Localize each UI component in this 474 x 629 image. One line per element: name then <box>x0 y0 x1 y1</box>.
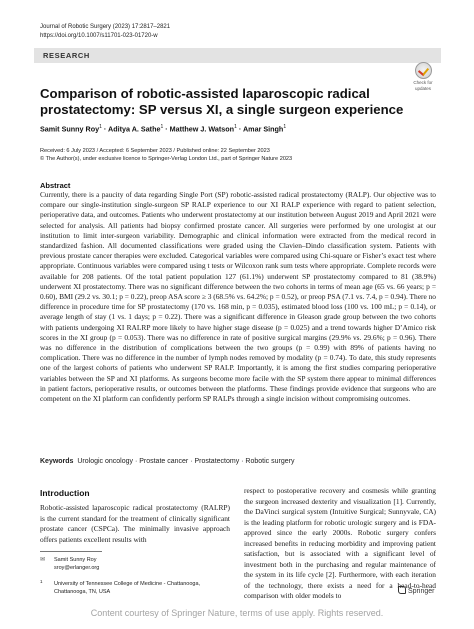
badge-text-1: Check for <box>413 80 433 85</box>
footer-notice: Content courtesy of Springer Nature, terms of use apply. Rights reserved. <box>90 608 384 618</box>
springer-logo <box>398 586 434 595</box>
author-list <box>40 124 450 133</box>
footnote-divider <box>40 551 102 552</box>
author-name[interactable]: Amar Singh <box>242 124 284 134</box>
abstract-heading: Abstract <box>40 181 71 190</box>
author-affiliation-mark: 1 <box>234 124 237 130</box>
section-banner <box>34 48 441 63</box>
introduction-heading: Introduction <box>40 488 90 498</box>
author-separator: · <box>101 124 109 134</box>
abstract-text: Currently, there is a paucity of data regarding Single Port (SP) robotic-assisted radical prostatectomy (RALP). Our objective was to compare our single-institution single-surgeon SP RALP experience to our XI RALP experience with regard to patient selection, perioperative data, and outcomes. Patients who underwent prostatectomy at our institution between August 2019 and April 2021 were selected for analysis. All patients had biopsy confirmed prostate cancer. All surgeries were performed by one urologist at our institution to limit inter-surgeon variability. Demographic and clinical information were extracted from the medical record in standardized fashion. All documented classifications were graded using the Clavien–Dindo classification system. Patients with previous prostate cancer therapies were excluded. Categorical variables were compared using Chi-square or Fisher’s exact test where appropriate. Continuous variables were compared using t tests or Wilcoxon rank sum tests where appropriate. Complete records were available for 208 patients. Of the total patient population 127 (61.1%) underwent SP prostatectomy compared to 81 (38.9%) underwent XI prostatectomy. There was no significant difference between the two cohorts in terms of mean age (65 vs. 66 years; p = 0.60), BMI (29.2 vs. 30.1; p = 0.22), preop ASA score ≥ 3 (68.5% vs. 64.2%; p = 0.52), or preop PSA (7.1 vs. 7.4, p = 0.94). There no difference in procedure time for SP prostatectomy (170 vs. 168 min, p = 0.035), estimated blood loss (100 vs. 100 mL; p = 0.14), or average length of stay (1 vs. 1 days; p = 0.22). There was a significant difference in Gleason grade group between the two cohorts with patients undergoing XI RALRP more likely to have higher stage disease (p = 0.025) and a trend towards higher D’Amico risk scores in the XI group (p = 0.053). There was no difference in rate of positive surgical margins (29.9% vs. 29.6%; p = 0.96). There was no difference in the distribution of complications between the two groups (p = 0.99) with 89% of patients having no complication. There was no difference in the number of lymph nodes removed by modality (p = 0.74). To date, this study represents one of the largest cohorts of patients who underwent SP RALP. Importantly, it is among the first studies comparing perioperative variables between the SP and XI platforms. As surgeons become more facile with the SP system there appear to minimal differences in patient factors, perioperative results, or outcomes between the platforms. These findings provide evidence that surgeons who are competent on the XI platform can confidently perform SP RALPs through a single incision without compromising outcomes. <box>40 190 436 404</box>
author-affiliation-mark: 1 <box>99 124 102 130</box>
author-affiliation-mark: 1 <box>283 124 287 130</box>
section-label: RESEARCH <box>43 51 90 60</box>
publication-dates: Received: 6 July 2023 / Accepted: 6 September 2023 / Published online: 22 September 2023 <box>40 148 270 154</box>
corresponding-author-email[interactable]: sroy@erlanger.org <box>54 565 100 571</box>
springer-horse-icon <box>398 586 406 594</box>
keywords-list: Urologic oncology · Prostate cancer · Prostatectomy · Robotic surgery <box>77 458 295 465</box>
article-title: Comparison of robotic-assisted laparoscopic radical prostatectomy: SP versus XI, a single surgeon experience <box>40 86 404 117</box>
author-affiliation-mark: 1 <box>160 124 164 130</box>
copyright-notice: © The Author(s), under exclusive licence to Springer-Verlag London Ltd., part of Springer Nature 2023 <box>40 156 293 162</box>
affiliation-text: University of Tennessee College of Medicine - Chattanooga, Chattanooga, TN, USA <box>54 581 201 595</box>
doi-link[interactable]: https://doi.org/10.1007/s11701-023-01720-w <box>40 33 158 39</box>
author-name[interactable]: Aditya A. Sathe <box>108 124 161 134</box>
keywords-line <box>40 458 440 465</box>
badge-text-2: updates <box>414 86 431 91</box>
author-separator: · <box>236 124 243 134</box>
corresponding-author-name: Samit Sunny Roy <box>54 557 97 563</box>
introduction-text-left: Robotic-assisted laparoscopic radical prostatectomy (RALRP) is the current standard for the treatment of clinically significant prostate cancer (CSPCa). The minimally invasive approach offers patients excellent results with <box>40 503 230 544</box>
author-name[interactable]: Samit Sunny Roy <box>40 124 100 134</box>
author-name[interactable]: Matthew J. Watson <box>169 124 235 134</box>
introduction-text-right: respect to postoperative recovery and cosmesis while granting the surgeon increased dexterity and visualization [1]. Currently, the DaVinci surgical system (Intuitive Surgical; Sunnyvale, CA) is the leading platform for robotic urologic surgery and is FDA-approved since the early 2000s. Robotic surgery confers increased benefits in reducing morbidity and improving patient satisfaction, but is associated with a significant level of investment both in the purchasing and regular maintenance of the system in its life cycle [2]. Furthermore, with each iteration of the technology, there exists a need for a head-to-head comparison with older models to <box>244 486 436 600</box>
check-for-updates-icon <box>415 62 432 79</box>
journal-citation: Journal of Robotic Surgery (2023) 17:2817–2821 <box>40 24 171 30</box>
keywords-label: Keywords <box>40 458 74 465</box>
author-separator: · <box>163 124 170 134</box>
envelope-icon: ✉ <box>40 557 46 563</box>
springer-logo-text: Springer <box>408 588 435 595</box>
affiliation-number: 1 <box>40 579 43 584</box>
